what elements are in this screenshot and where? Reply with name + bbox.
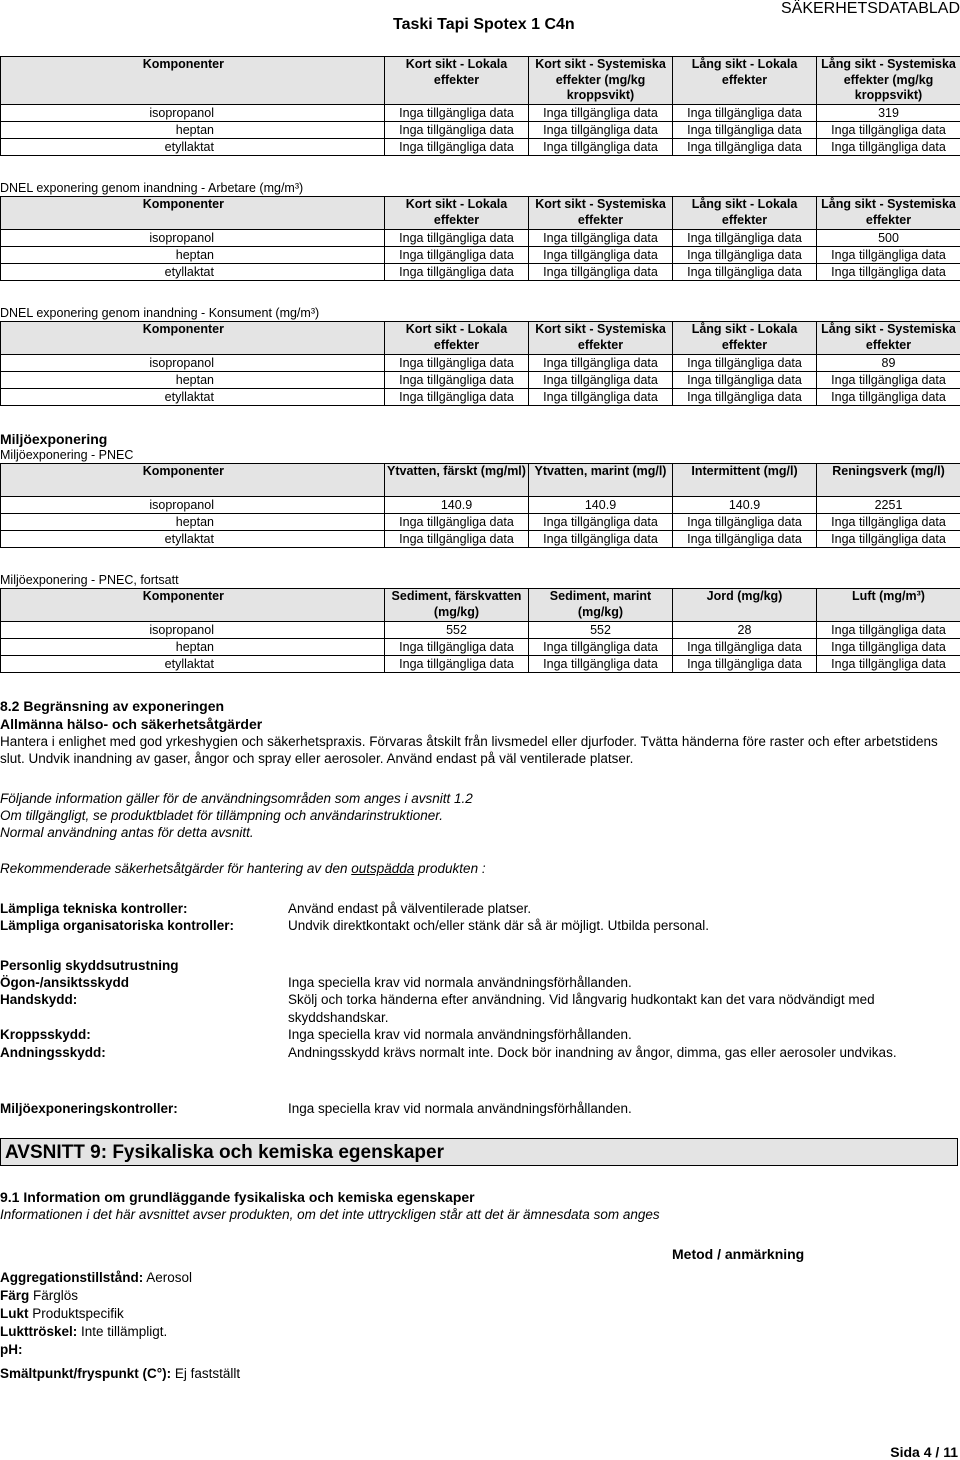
value-cell: Inga tillgängliga data xyxy=(817,264,960,281)
column-header: Komponenter xyxy=(1,57,385,105)
value-cell: 552 xyxy=(385,622,529,639)
value-cell: 140.9 xyxy=(529,497,673,514)
column-header: Kort sikt - Lokala effekter xyxy=(385,57,529,105)
value-cell: Inga tillgängliga data xyxy=(673,264,817,281)
table-row xyxy=(1,230,960,247)
table-header-row xyxy=(1,464,960,497)
component-name-cell: isopropanol xyxy=(1,230,385,247)
table-row xyxy=(1,514,960,531)
value-cell: Inga tillgängliga data xyxy=(529,355,673,372)
page-number: Sida 4 / 11 xyxy=(890,1444,958,1460)
value-cell: Inga tillgängliga data xyxy=(529,389,673,406)
control-label: Lämpliga organisatoriska kontroller: xyxy=(0,918,235,933)
component-name-cell: heptan xyxy=(1,514,385,531)
column-header: Lång sikt - Systemiska effekter xyxy=(817,197,960,230)
ppe-value: Inga speciella krav vid normala användningsförhållanden. xyxy=(288,975,632,990)
property-value: Färglös xyxy=(29,1288,79,1303)
column-header: Lång sikt - Lokala effekter xyxy=(673,197,817,230)
component-name-cell: isopropanol xyxy=(1,622,385,639)
column-header: Kort sikt - Systemiska effekter (mg/kg kroppsvikt) xyxy=(529,57,673,105)
value-cell: Inga tillgängliga data xyxy=(673,656,817,673)
component-name-cell: heptan xyxy=(1,247,385,264)
value-cell: Inga tillgängliga data xyxy=(529,105,673,122)
ppe-label: Miljöexponeringskontroller: xyxy=(0,1101,178,1116)
table-header-row xyxy=(1,322,960,355)
table-caption: Miljöexponering - PNEC xyxy=(0,448,134,462)
column-header: Sediment, färskvatten (mg/kg) xyxy=(385,589,529,622)
value-cell: Inga tillgängliga data xyxy=(817,122,960,139)
ppe-value: Inga speciella krav vid normala användningsförhållanden. xyxy=(288,1101,632,1116)
component-name-cell: isopropanol xyxy=(1,497,385,514)
value-cell: Inga tillgängliga data xyxy=(673,514,817,531)
ppe-value: Andningsskydd krävs normalt inte. Dock bör inandning av ångor, dimma, gas eller aerosoler undvikas. xyxy=(288,1045,897,1060)
value-cell: Inga tillgängliga data xyxy=(385,355,529,372)
ppe-label: Kroppsskydd: xyxy=(0,1027,91,1042)
value-cell: Inga tillgängliga data xyxy=(385,122,529,139)
column-header: Kort sikt - Lokala effekter xyxy=(385,197,529,230)
section-9-title: AVSNITT 9: Fysikaliska och kemiska egenskaper xyxy=(0,1138,958,1166)
property-row xyxy=(0,1323,167,1341)
column-header: Kort sikt - Lokala effekter xyxy=(385,322,529,355)
control-label: Lämpliga tekniska kontroller: xyxy=(0,901,188,916)
column-header: Komponenter xyxy=(1,589,385,622)
pnec-continued-table xyxy=(0,588,960,673)
property-value: Produktspecifik xyxy=(28,1306,124,1321)
property-value: Ej fastställt xyxy=(171,1366,241,1381)
table-row xyxy=(1,355,960,372)
document-title: Taski Tapi Spotex 1 C4n xyxy=(393,16,575,33)
value-cell: 319 xyxy=(817,105,960,122)
control-value: Undvik direktkontakt och/eller stänk där så är möjligt. Utbilda personal. xyxy=(288,918,709,933)
value-cell: Inga tillgängliga data xyxy=(385,105,529,122)
value-cell: 2251 xyxy=(817,497,960,514)
column-header: Komponenter xyxy=(1,464,385,497)
property-label: Färg xyxy=(0,1288,30,1303)
table-row xyxy=(1,639,960,656)
column-header: Komponenter xyxy=(1,322,385,355)
property-label: Lukttröskel: xyxy=(0,1324,78,1339)
value-cell: Inga tillgängliga data xyxy=(673,389,817,406)
value-cell: Inga tillgängliga data xyxy=(385,389,529,406)
value-cell: Inga tillgängliga data xyxy=(529,264,673,281)
value-cell: Inga tillgängliga data xyxy=(817,139,960,156)
component-name-cell: heptan xyxy=(1,639,385,656)
property-row xyxy=(0,1305,124,1323)
dnel-dermal-table xyxy=(0,56,960,156)
property-value: Inte tillämpligt. xyxy=(77,1324,168,1339)
value-cell: Inga tillgängliga data xyxy=(385,656,529,673)
value-cell: 28 xyxy=(673,622,817,639)
value-cell: Inga tillgängliga data xyxy=(385,372,529,389)
table-caption: DNEL exponering genom inandning - Arbetare (mg/m³) xyxy=(0,181,304,195)
value-cell: Inga tillgängliga data xyxy=(817,372,960,389)
table-row xyxy=(1,105,960,122)
value-cell: Inga tillgängliga data xyxy=(817,531,960,548)
value-cell: Inga tillgängliga data xyxy=(529,514,673,531)
table-row xyxy=(1,122,960,139)
column-header: Kort sikt - Systemiska effekter xyxy=(529,322,673,355)
value-cell: Inga tillgängliga data xyxy=(529,230,673,247)
column-header: Luft (mg/m³) xyxy=(817,589,960,622)
table-row xyxy=(1,372,960,389)
property-row xyxy=(0,1365,240,1383)
value-cell: Inga tillgängliga data xyxy=(385,264,529,281)
dnel-worker-inhalation-table xyxy=(0,196,960,281)
column-header: Kort sikt - Systemiska effekter xyxy=(529,197,673,230)
ppe-label: Ögon-/ansiktsskydd xyxy=(0,975,130,990)
section-heading: Miljöexponering xyxy=(0,431,108,447)
component-name-cell: isopropanol xyxy=(1,105,385,122)
component-name-cell: etyllaktat xyxy=(1,531,385,548)
section-note: Informationen i det här avsnittet avser produkten, om det inte uttryckligen står att det är ämnesdata som anges xyxy=(0,1207,660,1222)
component-name-cell: etyllaktat xyxy=(1,264,385,281)
value-cell: Inga tillgängliga data xyxy=(529,656,673,673)
recommendation-emphasis: outspädda xyxy=(351,861,415,876)
value-cell: 140.9 xyxy=(385,497,529,514)
value-cell: Inga tillgängliga data xyxy=(529,531,673,548)
subsection-heading: 8.2 Begränsning av exponeringen xyxy=(0,698,225,714)
usage-note: Normal användning antas för detta avsnitt. xyxy=(0,825,254,840)
value-cell: Inga tillgängliga data xyxy=(673,247,817,264)
general-measures-text: Hantera i enlighet med god yrkeshygien och säkerhetspraxis. Förvaras åtskilt från livsmedel eller djurfoder. Tvätta händerna före raster och efter arbetstidens slut. Undvik inandning av gaser, ångor och spray eller aerosoler. Använd endast på väl ventilerade platser. xyxy=(0,734,938,766)
value-cell: Inga tillgängliga data xyxy=(529,372,673,389)
table-row xyxy=(1,497,960,514)
table-header-row xyxy=(1,589,960,622)
table-row xyxy=(1,264,960,281)
value-cell: Inga tillgängliga data xyxy=(385,247,529,264)
value-cell: Inga tillgängliga data xyxy=(673,105,817,122)
table-row xyxy=(1,622,960,639)
property-label: Lukt xyxy=(0,1306,29,1321)
recommendation-text: produkten : xyxy=(414,861,486,876)
document-type: SÄKERHETSDATABLAD xyxy=(780,0,960,17)
ppe-value: Skölj och torka händerna efter användning. Vid långvarig hudkontakt kan det vara nödvändigt med skyddshandskar. xyxy=(288,992,875,1025)
ppe-heading: Personlig skyddsutrustning xyxy=(0,958,179,973)
column-header: Komponenter xyxy=(1,197,385,230)
table-row xyxy=(1,656,960,673)
value-cell: Inga tillgängliga data xyxy=(817,247,960,264)
value-cell: Inga tillgängliga data xyxy=(817,389,960,406)
value-cell: Inga tillgängliga data xyxy=(817,656,960,673)
pnec-table xyxy=(0,463,960,548)
table-row xyxy=(1,247,960,264)
ppe-label: Andningsskydd: xyxy=(0,1045,106,1060)
value-cell: Inga tillgängliga data xyxy=(817,622,960,639)
property-label: Aggregationstillstånd: xyxy=(0,1270,144,1285)
table-row xyxy=(1,531,960,548)
dnel-consumer-inhalation-table xyxy=(0,321,960,406)
property-label: pH: xyxy=(0,1342,23,1357)
column-header: Sediment, marint (mg/kg) xyxy=(529,589,673,622)
value-cell: 89 xyxy=(817,355,960,372)
value-cell: 552 xyxy=(529,622,673,639)
table-row xyxy=(1,389,960,406)
control-value: Använd endast på välventilerade platser. xyxy=(288,901,532,916)
value-cell: Inga tillgängliga data xyxy=(673,639,817,656)
column-header: Lång sikt - Lokala effekter xyxy=(673,57,817,105)
value-cell: Inga tillgängliga data xyxy=(673,372,817,389)
ppe-label: Handskydd: xyxy=(0,992,78,1007)
subsection-heading: 9.1 Information om grundläggande fysikaliska och kemiska egenskaper xyxy=(0,1189,475,1205)
component-name-cell: isopropanol xyxy=(1,355,385,372)
table-header-row xyxy=(1,197,960,230)
column-header: Ytvatten, färskt (mg/ml) xyxy=(385,464,529,497)
table-caption: Miljöexponering - PNEC, fortsatt xyxy=(0,573,179,587)
table-row xyxy=(1,139,960,156)
column-header: Reningsverk (mg/l) xyxy=(817,464,960,497)
value-cell: Inga tillgängliga data xyxy=(529,139,673,156)
component-name-cell: etyllaktat xyxy=(1,139,385,156)
value-cell: Inga tillgängliga data xyxy=(385,230,529,247)
table-caption: DNEL exponering genom inandning - Konsument (mg/m³) xyxy=(0,306,320,320)
recommendation-line xyxy=(0,860,950,877)
value-cell: Inga tillgängliga data xyxy=(529,122,673,139)
column-header: Ytvatten, marint (mg/l) xyxy=(529,464,673,497)
column-header: Jord (mg/kg) xyxy=(673,589,817,622)
component-name-cell: heptan xyxy=(1,372,385,389)
usage-note: Följande information gäller för de användningsområden som anges i avsnitt 1.2 xyxy=(0,791,473,806)
component-name-cell: etyllaktat xyxy=(1,656,385,673)
recommendation-text: Rekommenderade säkerhetsåtgärder för hantering av den xyxy=(0,861,352,876)
value-cell: Inga tillgängliga data xyxy=(673,139,817,156)
component-name-cell: heptan xyxy=(1,122,385,139)
usage-note: Om tillgängligt, se produktbladet för tillämpning och användarinstruktioner. xyxy=(0,808,443,823)
value-cell: Inga tillgängliga data xyxy=(673,122,817,139)
value-cell: Inga tillgängliga data xyxy=(385,639,529,656)
column-header: Intermittent (mg/l) xyxy=(673,464,817,497)
value-cell: Inga tillgängliga data xyxy=(817,639,960,656)
value-cell: Inga tillgängliga data xyxy=(529,639,673,656)
property-row xyxy=(0,1341,23,1359)
value-cell: 500 xyxy=(817,230,960,247)
table-header-row xyxy=(1,57,960,105)
value-cell: 140.9 xyxy=(673,497,817,514)
value-cell: Inga tillgängliga data xyxy=(529,247,673,264)
value-cell: Inga tillgängliga data xyxy=(385,139,529,156)
property-value: Aerosol xyxy=(143,1270,193,1285)
value-cell: Inga tillgängliga data xyxy=(673,531,817,548)
property-row xyxy=(0,1287,78,1305)
property-label: Smältpunkt/fryspunkt (C°): xyxy=(0,1366,172,1381)
value-cell: Inga tillgängliga data xyxy=(673,230,817,247)
subsection-subheading: Allmänna hälso- och säkerhetsåtgärder xyxy=(0,716,263,732)
method-column-header: Metod / anmärkning xyxy=(672,1246,805,1262)
ppe-value: Inga speciella krav vid normala användningsförhållanden. xyxy=(288,1027,632,1042)
column-header: Lång sikt - Lokala effekter xyxy=(673,322,817,355)
value-cell: Inga tillgängliga data xyxy=(385,531,529,548)
component-name-cell: etyllaktat xyxy=(1,389,385,406)
value-cell: Inga tillgängliga data xyxy=(385,514,529,531)
column-header: Lång sikt - Systemiska effekter xyxy=(817,322,960,355)
column-header: Lång sikt - Systemiska effekter (mg/kg kroppsvikt) xyxy=(817,57,960,105)
value-cell: Inga tillgängliga data xyxy=(817,514,960,531)
value-cell: Inga tillgängliga data xyxy=(673,355,817,372)
property-row xyxy=(0,1269,192,1287)
